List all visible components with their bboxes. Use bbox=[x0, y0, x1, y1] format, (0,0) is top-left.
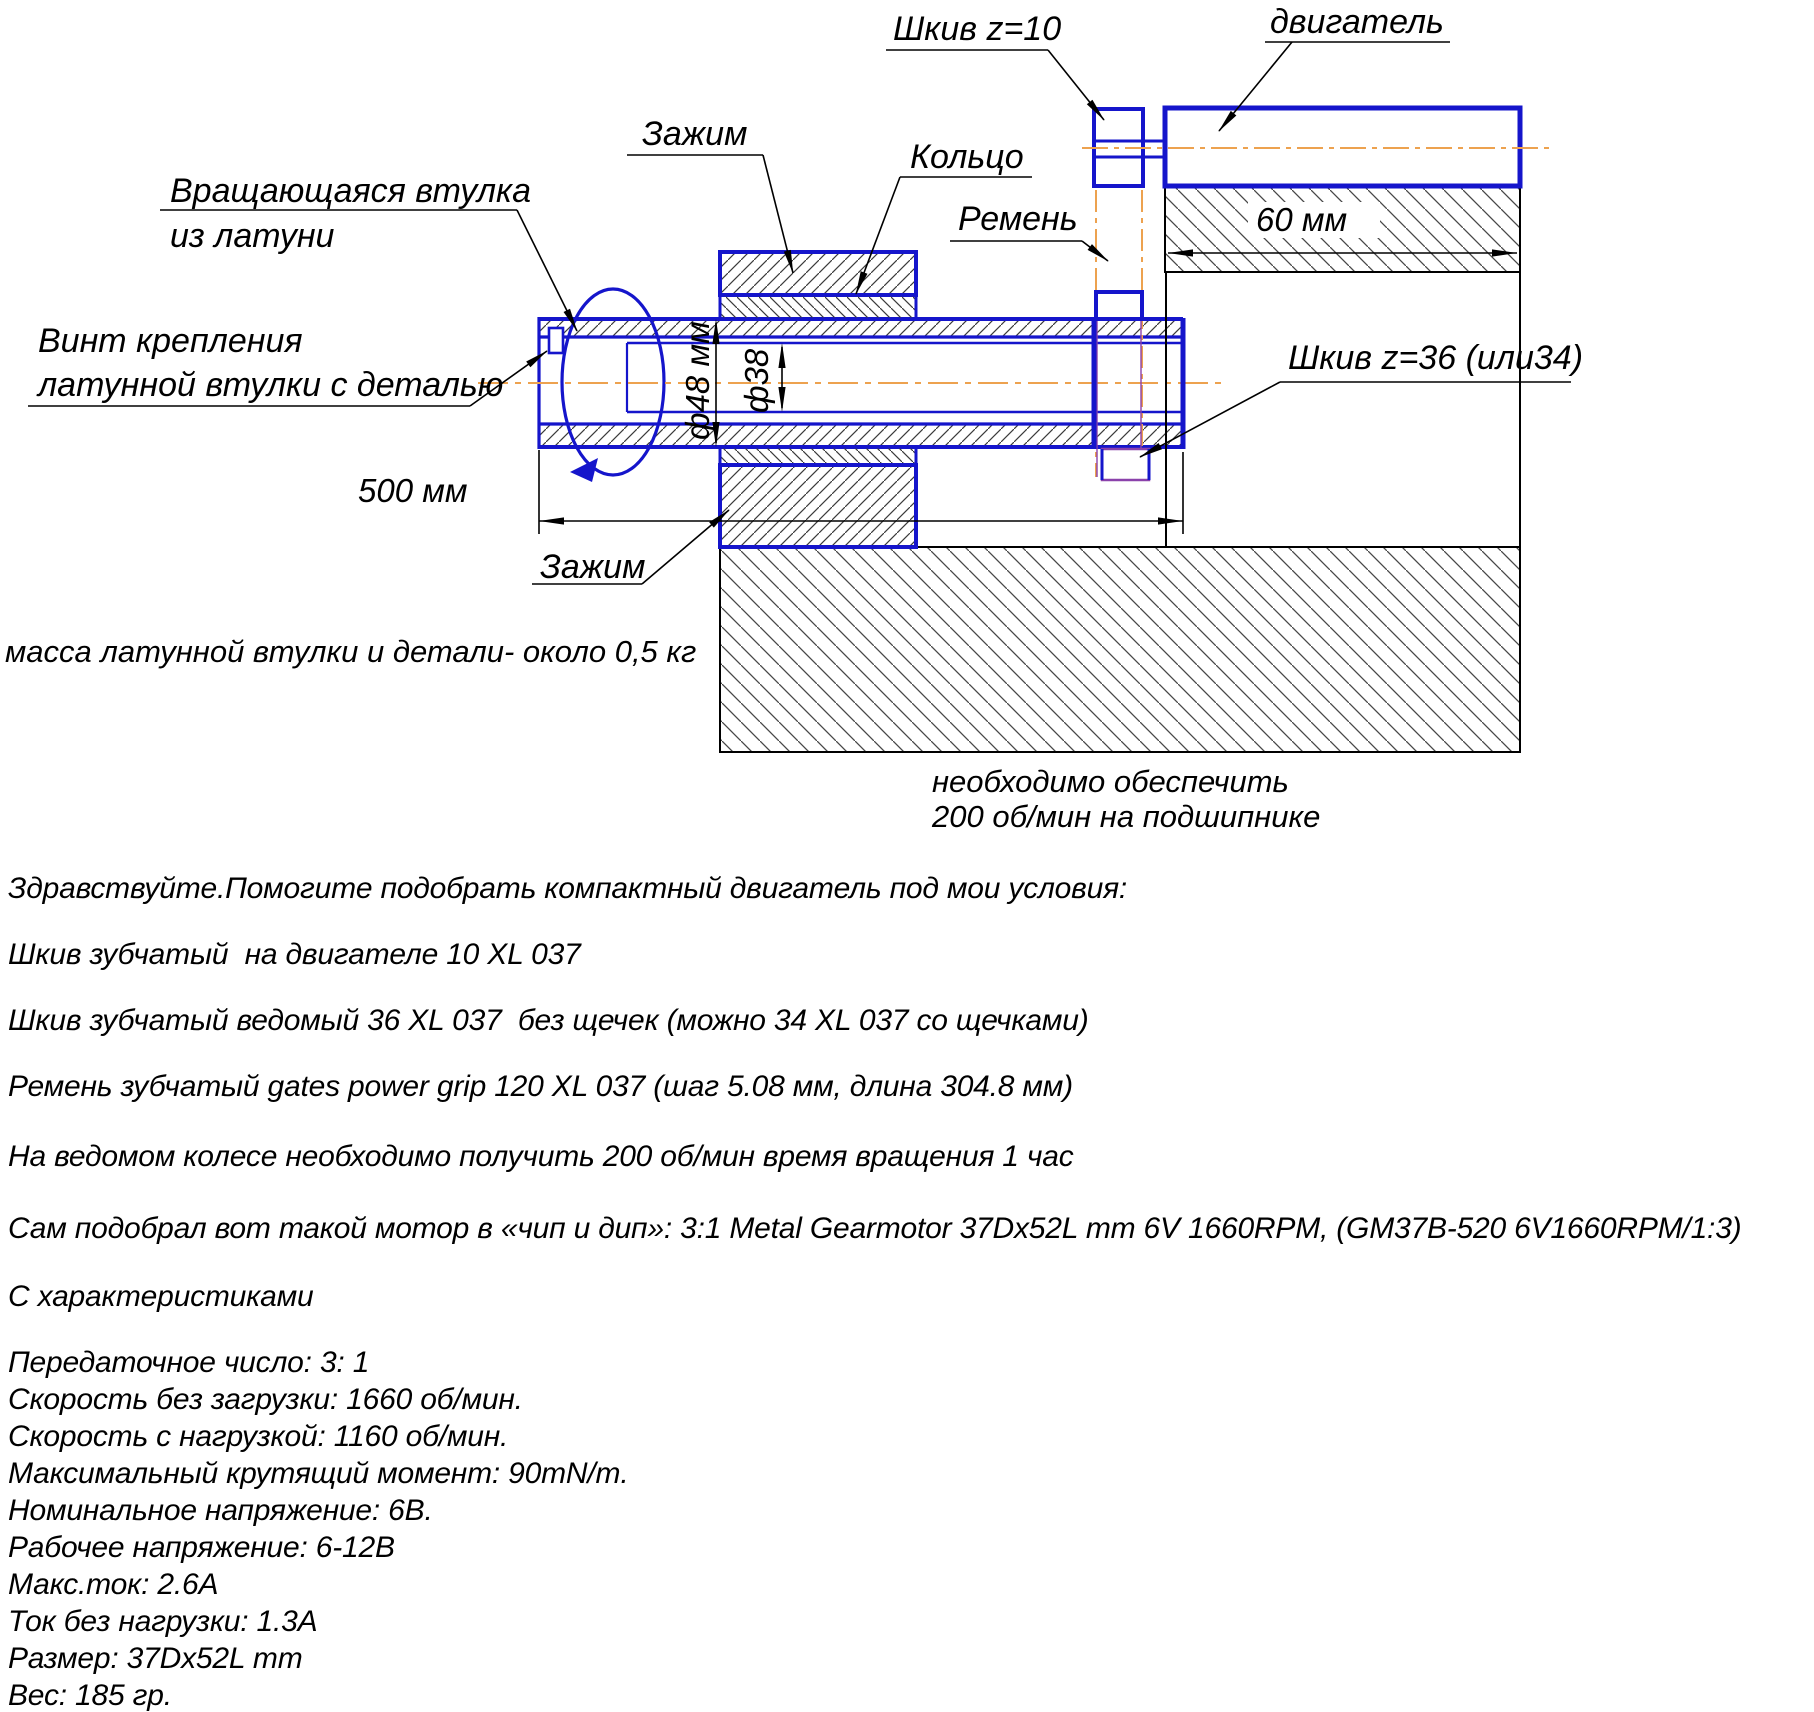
post-paragraph: Сам подобрал вот такой мотор в «чип и дип»: 3:1 Metal Gearmotor 37Dx52L mm 6V 1660RPM, (GM37B-520 6V1660RPM/1:3) bbox=[8, 1212, 1742, 1245]
callout-clamp-bottom: Зажим bbox=[540, 548, 646, 586]
tube-wall-hatch-bottom bbox=[539, 426, 1183, 446]
note-mass: масса латунной втулки и детали- около 0,5 кг bbox=[5, 634, 697, 669]
big-pulley-bottom-rim bbox=[1102, 449, 1149, 480]
post-paragraph: Шкив зубчатый ведомый 36 XL 037 без щечек (можно 34 XL 037 со щечками) bbox=[8, 1004, 1089, 1037]
callout-pulley-z36: Шкив z=36 (или34) bbox=[1288, 339, 1584, 377]
spec-line: Вес: 185 гр. bbox=[8, 1679, 172, 1712]
callout-screw-line2: латунной втулки с деталью bbox=[38, 366, 504, 404]
callout-screw-line1: Винт крепления bbox=[38, 322, 303, 360]
machine-base-block bbox=[720, 547, 1520, 752]
callout-sleeve-line2: из латуни bbox=[170, 217, 335, 255]
dim-shaft-length: 500 мм bbox=[358, 472, 468, 509]
spec-line: Скорость с нагрузкой: 1160 об/мин. bbox=[8, 1420, 509, 1453]
spec-line: Передаточное число: 3: 1 bbox=[8, 1346, 370, 1379]
rotation-arrow bbox=[570, 458, 598, 482]
spec-line: Номинальное напряжение: 6В. bbox=[8, 1494, 433, 1527]
post-paragraph: Ремень зубчатый gates power grip 120 XL 037 (шаг 5.08 мм, длина 304.8 мм) bbox=[8, 1070, 1073, 1103]
dim-inner-diameter: ф38 bbox=[738, 348, 775, 413]
ring-band-bottom bbox=[720, 447, 916, 465]
post-paragraph: На ведомом колесе необходимо получить 200 об/мин время вращения 1 час bbox=[8, 1140, 1074, 1173]
spec-line: Макс.ток: 2.6А bbox=[8, 1568, 219, 1601]
post-paragraph: Шкив зубчатый на двигателе 10 XL 037 bbox=[8, 938, 581, 971]
post-paragraph: Здравствуйте.Помогите подобрать компактный двигатель под мои условия: bbox=[8, 872, 1128, 905]
note-bearing-line1: необходимо обеспечить bbox=[932, 764, 1289, 799]
clamp-top-block bbox=[720, 252, 916, 295]
dimension-f48 bbox=[679, 319, 720, 447]
tube-wall-hatch-top bbox=[539, 321, 1183, 336]
callout-ring: Кольцо bbox=[910, 138, 1024, 176]
spec-line: Размер: 37Dx52L mm bbox=[8, 1642, 303, 1675]
note-bearing-line2: 200 об/мин на подшипнике bbox=[932, 799, 1321, 834]
callout-motor: двигатель bbox=[1270, 3, 1444, 41]
sleeve-fixing-screw bbox=[549, 328, 563, 353]
spec-line: Скорость без загрузки: 1660 об/мин. bbox=[8, 1383, 523, 1416]
big-pulley-top-rim bbox=[1096, 292, 1142, 319]
post-paragraph: С характеристиками bbox=[8, 1280, 314, 1313]
dim-motor-length: 60 мм bbox=[1256, 201, 1348, 238]
spec-line: Максимальный крутящий момент: 90mN/m. bbox=[8, 1457, 629, 1490]
dim-outer-diameter: ф48 мм bbox=[679, 321, 716, 440]
callout-clamp-top: Зажим bbox=[642, 115, 748, 153]
spec-line: Ток без нагрузки: 1.3А bbox=[8, 1605, 318, 1638]
dimension-f38 bbox=[738, 343, 786, 413]
ring-band bbox=[720, 295, 916, 319]
callout-sleeve-line1: Вращающаяся втулка bbox=[170, 172, 531, 210]
clamp-bottom-block bbox=[720, 465, 916, 547]
spec-line: Рабочее напряжение: 6-12В bbox=[8, 1531, 395, 1564]
callout-belt: Ремень bbox=[958, 200, 1078, 238]
callout-pulley-z10: Шкив z=10 bbox=[893, 10, 1062, 48]
